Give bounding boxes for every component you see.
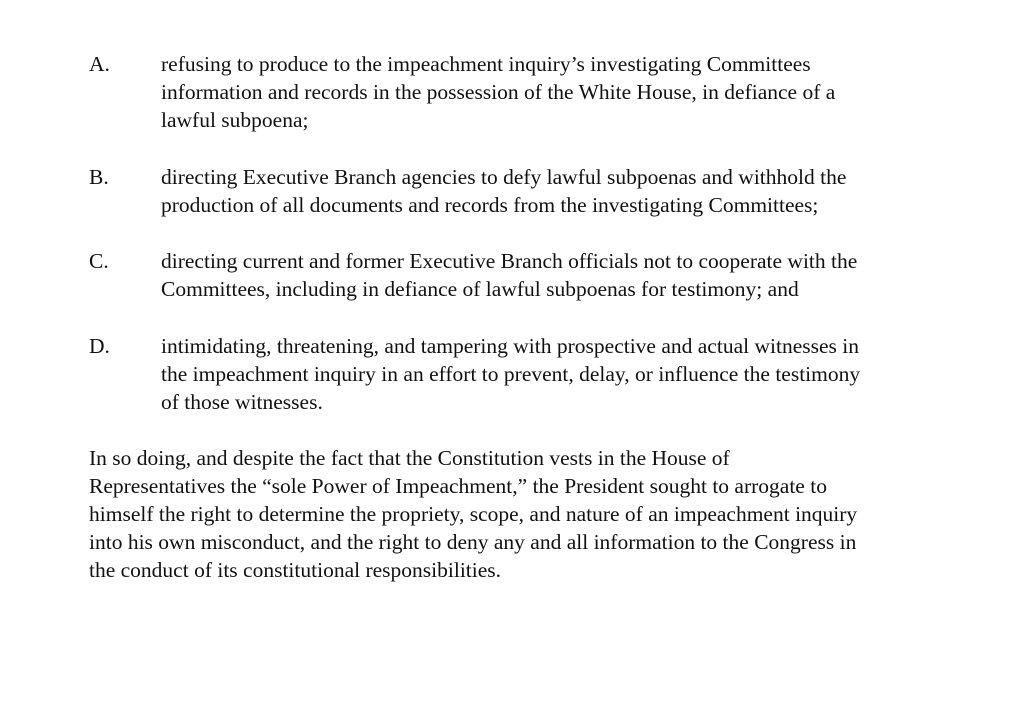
text-line: directing current and former Executive Branch officials not to cooperate with the bbox=[161, 249, 858, 273]
text-line: production of all documents and records from the investigating Committees; bbox=[161, 193, 819, 217]
item-text bbox=[161, 332, 969, 416]
text-line: Committees, including in defiance of lawful subpoenas for testimony; and bbox=[161, 277, 799, 301]
text-line: the impeachment inquiry in an effort to prevent, delay, or influence the testimony bbox=[161, 362, 861, 386]
item-letter: B. bbox=[89, 165, 109, 189]
item-letter: A. bbox=[89, 52, 110, 76]
text-line: information and records in the possession of the White House, in defiance of a bbox=[161, 80, 836, 104]
item-letter: C. bbox=[89, 249, 109, 273]
paragraph-line: In so doing, and despite the fact that the Constitution vests in the House of bbox=[89, 446, 730, 470]
item-text bbox=[161, 163, 969, 219]
text-line: directing Executive Branch agencies to defy lawful subpoenas and withhold the bbox=[161, 165, 847, 189]
paragraph-line: Representatives the “sole Power of Impeachment,” the President sought to arrogate to bbox=[89, 474, 827, 498]
text-line: of those witnesses. bbox=[161, 390, 323, 414]
closing-paragraph bbox=[89, 444, 979, 584]
text-line: refusing to produce to the impeachment inquiry’s investigating Committees bbox=[161, 52, 811, 76]
paragraph-line: himself the right to determine the propriety, scope, and nature of an impeachment inquiry bbox=[89, 502, 858, 526]
paragraph-line: the conduct of its constitutional responsibilities. bbox=[89, 558, 502, 582]
item-text bbox=[161, 247, 969, 303]
item-letter: D. bbox=[89, 334, 110, 358]
text-line: lawful subpoena; bbox=[161, 108, 309, 132]
text-line: intimidating, threatening, and tampering with prospective and actual witnesses in bbox=[161, 334, 859, 358]
paragraph-line: into his own misconduct, and the right to deny any and all information to the Congress in bbox=[89, 530, 857, 554]
item-text bbox=[161, 50, 969, 134]
